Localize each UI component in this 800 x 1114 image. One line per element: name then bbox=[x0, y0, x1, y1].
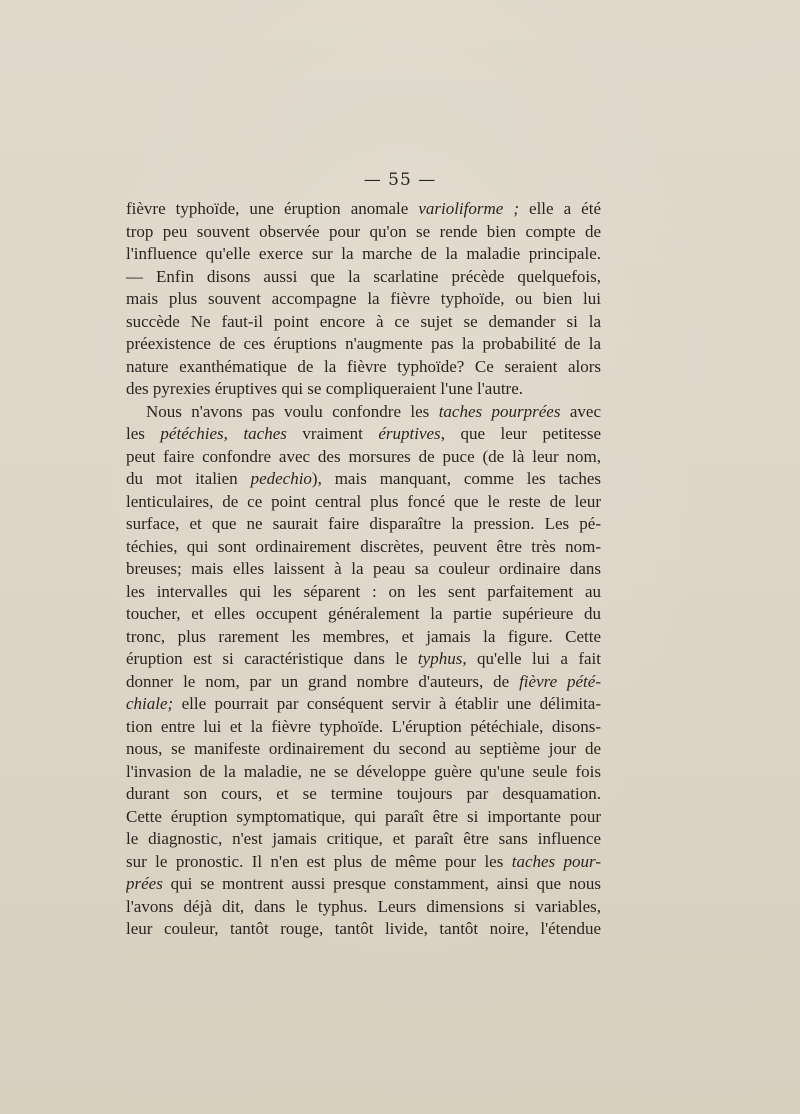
text-run: succède Ne faut-il point encore à ce sujet se demander si la bbox=[126, 311, 601, 331]
text-line bbox=[126, 558, 601, 581]
text-run: tronc, plus rarement les membres, et jamais la figure. Cette bbox=[126, 626, 601, 646]
body-text bbox=[126, 198, 601, 941]
text-run: les bbox=[126, 424, 161, 443]
text-run: toucher, et elles occupent généralement la partie supérieure du bbox=[126, 604, 601, 623]
italic-term: pedechio bbox=[250, 469, 312, 488]
italic-term: taches pourprées bbox=[438, 401, 561, 421]
text-run: mais plus souvent accompagne la fièvre typhoïde, ou bien lui bbox=[126, 289, 601, 308]
text-run: leur couleur, tantôt rouge, tantôt livide, tantôt noire, l'étendue bbox=[126, 919, 601, 938]
text-run: l'influence qu'elle exerce sur la marche de la maladie principale. bbox=[126, 244, 601, 263]
text-run: Nous n'avons pas voulu confondre les bbox=[146, 401, 439, 421]
text-line bbox=[126, 603, 601, 626]
text-line bbox=[126, 626, 601, 649]
text-run: nous, se manifeste ordinairement du second au septième jour de bbox=[126, 739, 601, 758]
text-run: elle a été bbox=[519, 199, 601, 218]
text-run: elle pourrait par conséquent servir à établir une délimita- bbox=[173, 694, 601, 713]
text-run: éruption est si caractéristique dans le bbox=[126, 649, 418, 668]
text-run: nature exanthématique de la fièvre typhoïde? Ce seraient alors bbox=[126, 356, 601, 376]
text-run: durant son cours, et se termine toujours par desquamation. bbox=[126, 784, 601, 803]
italic-term: chiale; bbox=[126, 694, 174, 713]
text-run: peut faire confondre avec des morsures de puce (de là leur nom, bbox=[126, 446, 601, 466]
text-line bbox=[126, 491, 601, 514]
italic-term: prées bbox=[126, 874, 163, 893]
text-line bbox=[126, 446, 601, 469]
italic-term: éruptives bbox=[378, 424, 441, 443]
text-line bbox=[126, 896, 601, 919]
text-line bbox=[126, 356, 601, 379]
text-run: Cette éruption symptomatique, qui paraît être si importante pour bbox=[126, 806, 601, 826]
text-run: surface, et que ne saurait faire disparaître la pression. Les pé- bbox=[126, 514, 601, 533]
text-line bbox=[126, 401, 601, 424]
italic-term: typhus bbox=[417, 649, 463, 668]
text-run: fièvre typhoïde, une éruption anomale bbox=[126, 199, 419, 218]
text-run: téchies, qui sont ordinairement discrètes, peuvent être très nom- bbox=[126, 536, 601, 556]
italic-term: fièvre pété- bbox=[519, 671, 601, 691]
text-run: les intervalles qui les séparent : on les sent parfaitement au bbox=[126, 581, 601, 601]
text-run: du mot italien bbox=[126, 469, 251, 488]
text-line bbox=[126, 288, 601, 311]
text-run: tion entre lui et la fièvre typhoïde. L'éruption pétéchiale, disons- bbox=[126, 716, 601, 736]
text-line bbox=[126, 221, 601, 244]
text-run: , bbox=[223, 424, 244, 443]
text-line bbox=[126, 266, 601, 289]
text-line bbox=[126, 716, 601, 739]
text-line bbox=[126, 536, 601, 559]
text-line bbox=[126, 513, 601, 536]
text-line bbox=[126, 873, 601, 896]
text-run: lenticulaires, de ce point central plus foncé que le reste de leur bbox=[126, 491, 601, 511]
text-run: qui se montrent aussi presque constamment, ainsi que nous bbox=[162, 874, 601, 893]
text-run: — Enfin disons aussi que la scarlatine précède quelquefois, bbox=[126, 266, 601, 286]
text-run: l'invasion de la maladie, ne se développe guère qu'une seule fois bbox=[126, 761, 601, 781]
text-line bbox=[126, 581, 601, 604]
text-line bbox=[126, 918, 601, 941]
text-run: , qu'elle lui a fait bbox=[462, 649, 601, 668]
text-run: trop peu souvent observée pour qu'on se rende bien compte de bbox=[126, 221, 601, 241]
text-run: ), mais manquant, comme les taches bbox=[311, 469, 601, 488]
text-line bbox=[126, 806, 601, 829]
text-line bbox=[126, 693, 601, 716]
text-run: le diagnostic, n'est jamais critique, et paraît être sans influence bbox=[126, 829, 601, 848]
text-line bbox=[126, 851, 601, 874]
text-line bbox=[126, 828, 601, 851]
italic-term: varioliforme ; bbox=[418, 199, 519, 218]
text-run: , que leur petitesse bbox=[440, 424, 601, 443]
text-line bbox=[126, 423, 601, 446]
text-run: avec bbox=[560, 401, 601, 421]
text-line bbox=[126, 468, 601, 491]
text-run: breuses; mais elles laissent à la peau sa couleur ordinaire dans bbox=[126, 559, 601, 578]
text-line bbox=[126, 671, 601, 694]
text-line bbox=[126, 738, 601, 761]
text-run: des pyrexies éruptives qui se compliqueraient l'une l'autre. bbox=[126, 379, 524, 398]
text-line bbox=[126, 198, 601, 221]
text-line bbox=[126, 243, 601, 266]
text-run: vraiment bbox=[286, 424, 379, 443]
text-line bbox=[126, 761, 601, 784]
text-run: donner le nom, par un grand nombre d'auteurs, de bbox=[126, 671, 520, 691]
text-run: sur le pronostic. Il n'en est plus de même pour les bbox=[126, 851, 512, 871]
text-run: préexistence de ces éruptions n'augmente pas la probabilité de la bbox=[126, 334, 601, 353]
text-line bbox=[126, 648, 601, 671]
italic-term: pétéchies bbox=[160, 424, 224, 443]
text-line bbox=[126, 378, 601, 401]
text-line bbox=[126, 333, 601, 356]
italic-term: taches bbox=[243, 424, 287, 443]
text-line bbox=[126, 783, 601, 806]
italic-term: taches pour- bbox=[511, 851, 601, 871]
text-line bbox=[126, 311, 601, 334]
text-run: l'avons déjà dit, dans le typhus. Leurs dimensions si variables, bbox=[126, 896, 601, 916]
page-number: — 55 — bbox=[363, 170, 437, 190]
